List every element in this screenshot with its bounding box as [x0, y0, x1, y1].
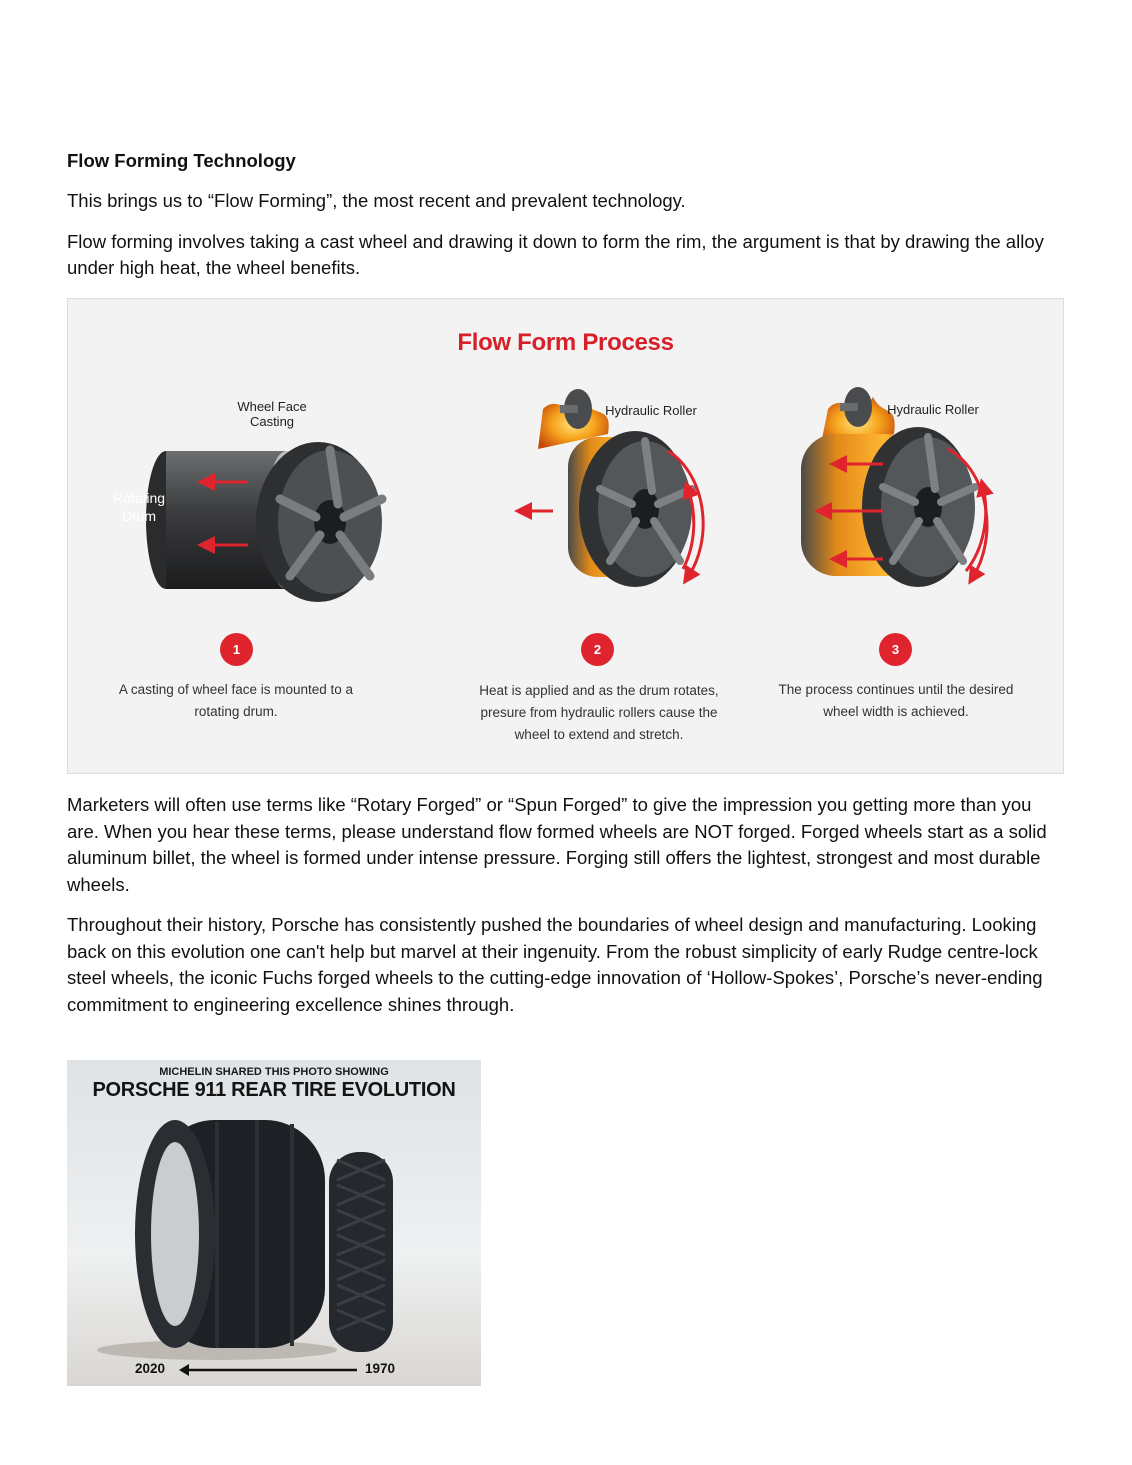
- flow-form-diagram: [67, 298, 1064, 774]
- cast-wheel-icon: [256, 442, 382, 602]
- step-1-caption: A casting of wheel face is mounted to a rotating drum.: [118, 682, 354, 719]
- step-1-badge: 1: [220, 633, 253, 666]
- intro-paragraph-2: Flow forming involves taking a cast wheel and drawing it down to form the rim, the argument is that by drawing the alloy under high heat, the wheel benefits.: [67, 230, 1044, 278]
- tire-evolution-photo: [67, 1060, 481, 1386]
- tire-2020-icon: [135, 1120, 325, 1348]
- hydraulic-roller-label-3: Hydraulic Roller: [887, 402, 979, 417]
- step-2-caption: Heat is applied and as the drum rotates, presure from hydraulic rollers cause the wheel to extend and stretch.: [479, 683, 719, 742]
- year-2020-label: 2020: [135, 1361, 166, 1376]
- step-3-badge: 3: [879, 633, 912, 666]
- arrow-left-icon: [179, 1364, 189, 1376]
- body-paragraph-2: Throughout their history, Porsche has consistently pushed the boundaries of wheel design and manufacturing. Looking back on this evolution one can't help but marvel at their ingenuity. From the robust simplicity of early Rudge centre-lock steel wheels, the iconic Fuchs forged wheels to the cutting-edge innovation of ‘Hollow-Spokes’, Porsche’s never-ending commitment to engineering excellence shines through.: [67, 914, 1043, 1015]
- photo-title: PORSCHE 911 REAR TIRE EVOLUTION: [92, 1079, 456, 1101]
- tire-illustration: [67, 1060, 481, 1386]
- intro-section: [67, 148, 1067, 296]
- tire-1970-icon: [329, 1152, 393, 1352]
- body-section: [67, 792, 1067, 1032]
- heated-wheel-icon-2: [538, 399, 692, 587]
- section-heading: Flow Forming Technology: [67, 150, 296, 171]
- year-1970-label: 1970: [365, 1361, 396, 1376]
- heated-wheel-icon-3: [801, 397, 975, 587]
- rotating-drum-label: Rotating Drum: [112, 490, 166, 524]
- body-paragraph-1: Marketers will often use terms like “Rotary Forged” or “Spun Forged” to give the impression you getting more than you are. When you hear these terms, please understand flow formed wheels are NOT forged. Forged wheels start as a solid aluminum billet, the wheel is formed under intense pressure. Forging still offers the lightest, strongest and most durable wheels.: [67, 794, 1047, 895]
- photo-subtitle: MICHELIN SHARED THIS PHOTO SHOWING: [159, 1066, 389, 1078]
- wheel-face-casting-label: Wheel Face Casting: [237, 399, 307, 429]
- step-3-caption: The process continues until the desired wheel width is achieved.: [778, 682, 1014, 719]
- step-2-badge: 2: [581, 633, 614, 666]
- hydraulic-roller-label-2: Hydraulic Roller: [605, 403, 697, 418]
- intro-paragraph-1: This brings us to “Flow Forming”, the most recent and prevalent technology.: [67, 190, 686, 211]
- diagram-title: Flow Form Process: [457, 329, 674, 356]
